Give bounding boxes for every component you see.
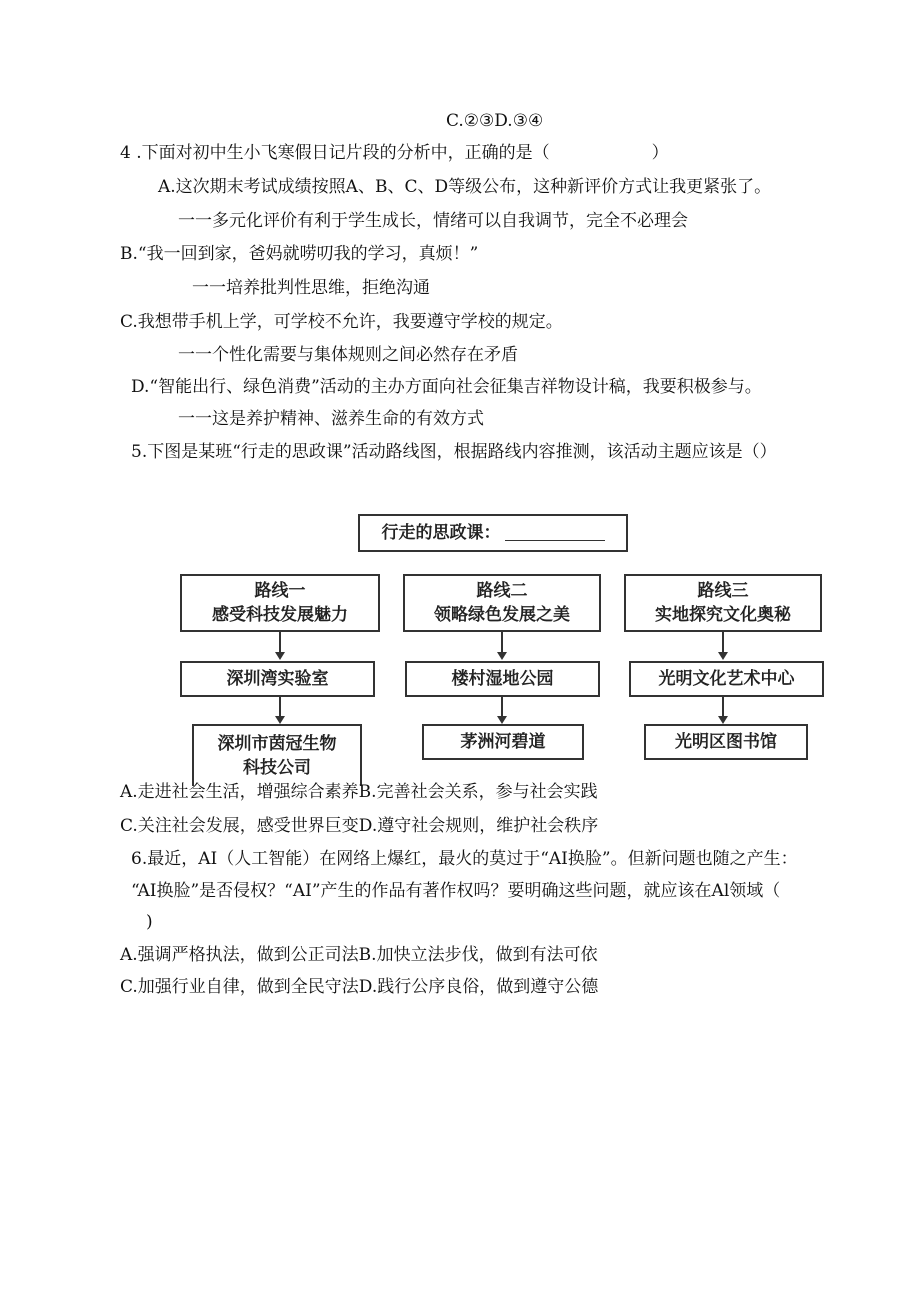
arrow-icon xyxy=(497,716,507,724)
question-5-options-cd: C.关注社会发展，感受世界巨变D.遵守社会规则，维护社会秩序 xyxy=(120,816,599,836)
route-3-header xyxy=(624,574,822,632)
question-4-option-d: D.“智能出行、绿色消费”活动的主办方面向社会征集吉祥物设计稿，我要积极参与。 xyxy=(131,377,762,397)
route-1-stop-1 xyxy=(180,661,375,697)
route-3-name: 路线三 xyxy=(697,581,749,601)
question-5-stem: 5.下图是某班“行走的思政课”活动路线图，根据路线内容推测，该活动主题应该是（） xyxy=(131,442,777,462)
question-4-option-b-analysis: 一一培养批判性思维，拒绝沟通 xyxy=(192,278,430,298)
diagram-title: 行走的思政课： xyxy=(381,523,501,543)
question-6-stem-line-1: 6.最近，AI（人工智能）在网络上爆红，最火的莫过于“AI换脸”。但新问题也随之产生： xyxy=(131,849,798,869)
question-6-stem-line-2: “AI换脸”是否侵权？“AI”产生的作品有著作权吗？要明确这些问题，就应该在Al领域（ xyxy=(131,881,781,901)
route-1-name: 路线一 xyxy=(254,581,306,601)
route-3-stop-1-label: 光明文化艺术中心 xyxy=(658,669,795,689)
route-1-theme: 感受科技发展魅力 xyxy=(212,605,348,625)
question-4-option-b: B.“我一回到家，爸妈就唠叨我的学习，真烦！” xyxy=(120,244,479,264)
question-4-option-c: C.我想带手机上学，可学校不允许，我要遵守学校的规定。 xyxy=(120,312,563,332)
arrow-icon xyxy=(497,652,507,660)
question-6-options-cd: C.加强行业自律，做到全民守法D.践行公序良俗，做到遵守公德 xyxy=(120,977,599,997)
arrow-icon xyxy=(718,716,728,724)
connector xyxy=(722,632,724,654)
route-2-theme: 领略绿色发展之美 xyxy=(434,605,570,625)
connector xyxy=(501,697,503,718)
question-4-option-a: A.这次期末考试成绩按照A、B、C、D等级公布，这种新评价方式让我更紧张了。 xyxy=(158,177,772,197)
arrow-icon xyxy=(718,652,728,660)
route-3-stop-2 xyxy=(644,724,808,760)
route-1-stop-2 xyxy=(192,724,362,786)
question-4-option-d-analysis: 一一这是养护精神、滋养生命的有效方式 xyxy=(178,409,484,429)
question-4-option-c-analysis: 一一个性化需要与集体规则之间必然存在矛盾 xyxy=(178,345,518,365)
connector xyxy=(279,632,281,654)
route-3-stop-2-label: 光明区图书馆 xyxy=(675,732,777,752)
question-5-options-ab: A.走进社会生活，增强综合素养B.完善社会关系，参与社会实践 xyxy=(120,782,598,802)
route-2-stop-2-label: 茅洲河碧道 xyxy=(460,732,546,752)
answer-options-continued: C.②③D.③④ xyxy=(446,111,544,131)
route-2-name: 路线二 xyxy=(476,581,528,601)
answer-blank xyxy=(505,526,605,541)
question-4-option-a-analysis: 一一多元化评价有利于学生成长，情绪可以自我调节，完全不必理会 xyxy=(178,211,688,231)
route-2-stop-1 xyxy=(405,661,600,697)
question-6-options-ab: A.强调严格执法，做到公正司法B.加快立法步伐，做到有法可依 xyxy=(120,945,598,965)
arrow-icon xyxy=(275,716,285,724)
route-1-stop-2-line-1: 深圳市茵冠生物 xyxy=(217,734,337,754)
route-1-stop-1-label: 深圳湾实验室 xyxy=(226,669,329,689)
route-2-stop-1-label: 楼村湿地公园 xyxy=(451,669,554,689)
question-4-stem: 4 .下面对初中生小飞寒假日记片段的分析中，正确的是（ ） xyxy=(120,143,669,163)
connector xyxy=(501,632,503,654)
route-3-stop-1 xyxy=(629,661,824,697)
arrow-icon xyxy=(275,652,285,660)
route-1-stop-2-line-2: 科技公司 xyxy=(243,758,311,778)
connector xyxy=(722,697,724,718)
diagram-title-box xyxy=(358,514,628,552)
connector xyxy=(279,697,281,718)
question-6-stem-line-3: ) xyxy=(146,912,153,932)
route-diagram xyxy=(170,508,830,778)
route-2-header xyxy=(403,574,601,632)
route-3-theme: 实地探究文化奥秘 xyxy=(655,605,791,625)
route-1-header xyxy=(180,574,380,632)
route-2-stop-2 xyxy=(422,724,584,760)
